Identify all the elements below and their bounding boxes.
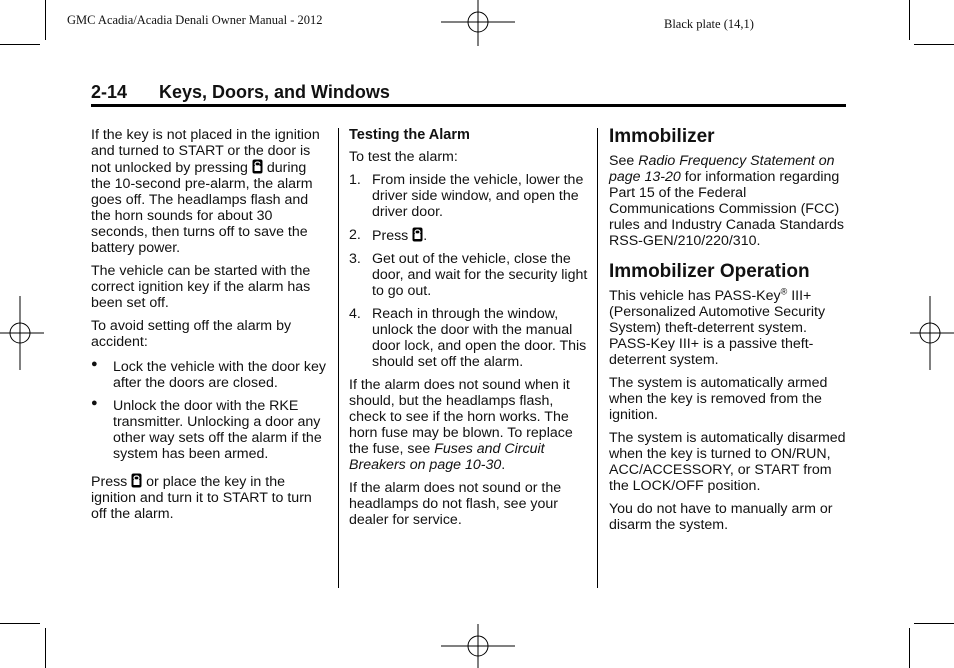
list-item: ● Lock the vehicle with the door key after the doors are closed. (91, 358, 326, 391)
paragraph: You do not have to manually arm or disarm the system. (609, 501, 833, 533)
paragraph: Press or place the key in the ignition and turn it to START to turn off the alarm. (91, 474, 312, 522)
crop-mark (45, 0, 46, 40)
list-item: ● Unlock the door with the RKE transmitter. Unlocking a door any other way sets off the alarm if the system has been armed. (91, 397, 322, 462)
crop-mark (914, 44, 954, 45)
bullet-list (91, 359, 329, 462)
registration-mark-top (441, 0, 515, 46)
numbered-list (349, 172, 589, 370)
paragraph: The vehicle can be started with the correct ignition key if the alarm has been set off. (91, 263, 311, 311)
paragraph: The system is automatically disarmed when the key is turned to ON/RUN, ACC/ACCESSORY, or START from the LOCK/OFF position. (609, 430, 846, 494)
crop-mark (0, 44, 40, 45)
section-heading: Immobilizer (609, 126, 715, 147)
list-item: 2. Press . (349, 227, 428, 244)
paragraph: The system is automatically armed when the key is removed from the ignition. (609, 375, 828, 423)
paragraph: If the alarm does not sound or the headlamps do not flash, see your dealer for service. (349, 480, 562, 528)
unlock-icon (252, 159, 263, 174)
crop-mark (45, 628, 46, 668)
paragraph: To test the alarm: (349, 149, 458, 165)
registration-mark-right (910, 296, 954, 370)
paragraph: If the alarm does not sound when it should, but the headlamps flash, check to see if the horn works. The horn fuse may be blown. To replace the fuse, see Fuses and Circuit Breakers on page 10-30. (349, 377, 573, 473)
header-plate: Black plate (14,1) (664, 17, 754, 31)
registration-mark-bottom (441, 624, 515, 668)
column-3 (609, 126, 849, 540)
page-number: 2-14 (91, 82, 128, 102)
list-item: 3. Get out of the vehicle, close the door, and wait for the security light to go out. (349, 251, 588, 299)
crop-mark (909, 628, 910, 668)
crop-mark (909, 0, 910, 40)
column-2 (349, 127, 589, 535)
paragraph: If the key is not placed in the ignition and turned to START or the door is not unlocked by pressing during the 10-second pre-alarm, the alarm goes off. The headlamps flash and the horn sounds for about 30 seconds, then turns off to save the battery power. (91, 127, 320, 256)
section-heading: Testing the Alarm (349, 127, 470, 143)
section-title: Keys, Doors, and Windows (159, 82, 390, 102)
crop-mark (0, 623, 40, 624)
cross-reference-link[interactable]: Fuses and Circuit Breakers on page 10-30 (349, 441, 545, 473)
paragraph: This vehicle has PASS-Key® III+ (Personalized Automotive Security System) theft-deterrent system. PASS-Key III+ is a passive theft-deterrent system. (609, 286, 826, 368)
paragraph: See Radio Frequency Statement on page 13-20 for information regarding Part 15 of the Federal Communications Commission (FCC) rules and Industry Canada Standards RSS-GEN/210/220/310. (609, 153, 845, 249)
cross-reference-link[interactable]: Radio Frequency Statement on page 13-20 (609, 153, 835, 185)
paragraph: To avoid setting off the alarm by accident: (91, 318, 292, 350)
crop-mark (914, 623, 954, 624)
list-item: 4. Reach in through the window, unlock the door with the manual door lock, and open the door. This should set off the alarm. (349, 306, 587, 370)
lock-icon (131, 473, 142, 488)
header-manual-title: GMC Acadia/Acadia Denali Owner Manual - 2012 (67, 13, 323, 27)
column-1 (91, 127, 329, 529)
column-divider (338, 128, 339, 588)
lock-icon (412, 227, 423, 242)
list-item: 1. From inside the vehicle, lower the driver side window, and open the driver door. (349, 172, 584, 220)
section-heading: Immobilizer Operation (609, 261, 810, 282)
column-divider (597, 128, 598, 588)
page-title-bar (91, 82, 846, 107)
registration-mark-left (0, 296, 44, 370)
